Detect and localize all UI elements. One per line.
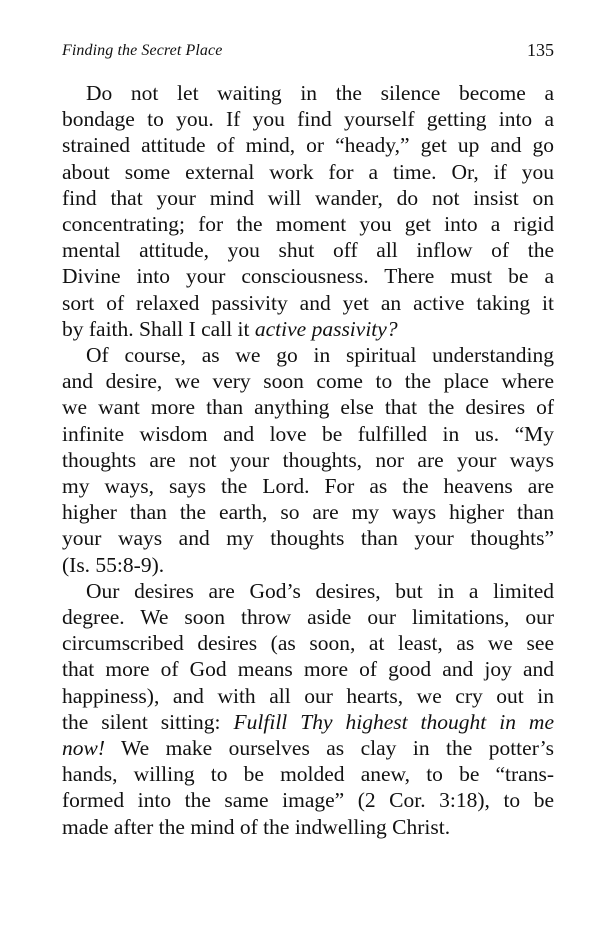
paragraph-3 — [62, 578, 554, 840]
text-line: concentrating; for the moment you get into a rigid — [62, 212, 554, 237]
page-number: 135 — [527, 40, 554, 60]
text-line — [62, 316, 554, 342]
text-line: Do not let waiting in the silence become a — [86, 81, 554, 105]
text-line: my ways, says the Lord. For as the heavens are — [62, 474, 554, 499]
emphasized-phrase: now! — [62, 736, 105, 761]
text-line: higher than the earth, so are my ways higher than — [62, 500, 554, 525]
text-line: circumscribed desires (as soon, at least, as we see — [62, 631, 554, 656]
text-line: made after the mind of the indwelling Christ. — [62, 814, 451, 839]
running-header-title: Finding the Secret Place — [62, 42, 223, 59]
text-line: about some external work for a time. Or, if you — [62, 159, 554, 184]
text-line: (Is. 55:8-9). — [62, 552, 165, 577]
text-line: hands, willing to be molded anew, to be “trans- — [62, 762, 554, 787]
text-line: infinite wisdom and love be fulfilled in us. “My — [62, 421, 554, 446]
text-run: the silent sitting: — [62, 709, 234, 734]
text-line: Our desires are God’s desires, but in a limited — [86, 578, 554, 603]
text-line: find that your mind will wander, do not insist on — [62, 185, 554, 210]
paragraph-1 — [62, 80, 554, 342]
text-line: formed into the same image” (2 Cor. 3:18), to be — [62, 788, 554, 813]
text-line: bondage to you. If you find yourself getting into a — [62, 107, 554, 132]
paragraph-2 — [62, 342, 554, 578]
text-run: We make ourselves as clay in the potter’s — [105, 736, 554, 761]
text-line: strained attitude of mind, or “heady,” get up and go — [62, 133, 554, 158]
running-header — [62, 42, 554, 68]
text-line: happiness), and with all our hearts, we cry out in — [62, 683, 554, 708]
body-text — [62, 80, 554, 840]
text-line: Divine into your consciousness. There must be a — [62, 264, 554, 289]
text-line: that more of God means more of good and joy and — [62, 657, 554, 682]
text-line — [62, 735, 554, 761]
text-line: Of course, as we go in spiritual understanding — [86, 343, 554, 368]
text-line: sort of relaxed passivity and yet an active taking it — [62, 290, 554, 315]
text-line: we want more than anything else that the desires of — [62, 395, 554, 420]
text-line: thoughts are not your thoughts, nor are your ways — [62, 447, 554, 472]
text-line: mental attitude, you shut off all inflow of the — [62, 238, 554, 263]
text-line: your ways and my thoughts than your thoughts” — [62, 526, 554, 551]
text-run: by faith. Shall I call it — [62, 316, 255, 341]
emphasized-phrase: Fulfill Thy highest thought in me — [233, 709, 554, 734]
text-line: degree. We soon throw aside our limitations, our — [62, 605, 554, 630]
text-line: and desire, we very soon come to the place where — [62, 369, 554, 394]
text-line — [62, 709, 554, 735]
emphasized-phrase: active passivity? — [254, 316, 398, 341]
